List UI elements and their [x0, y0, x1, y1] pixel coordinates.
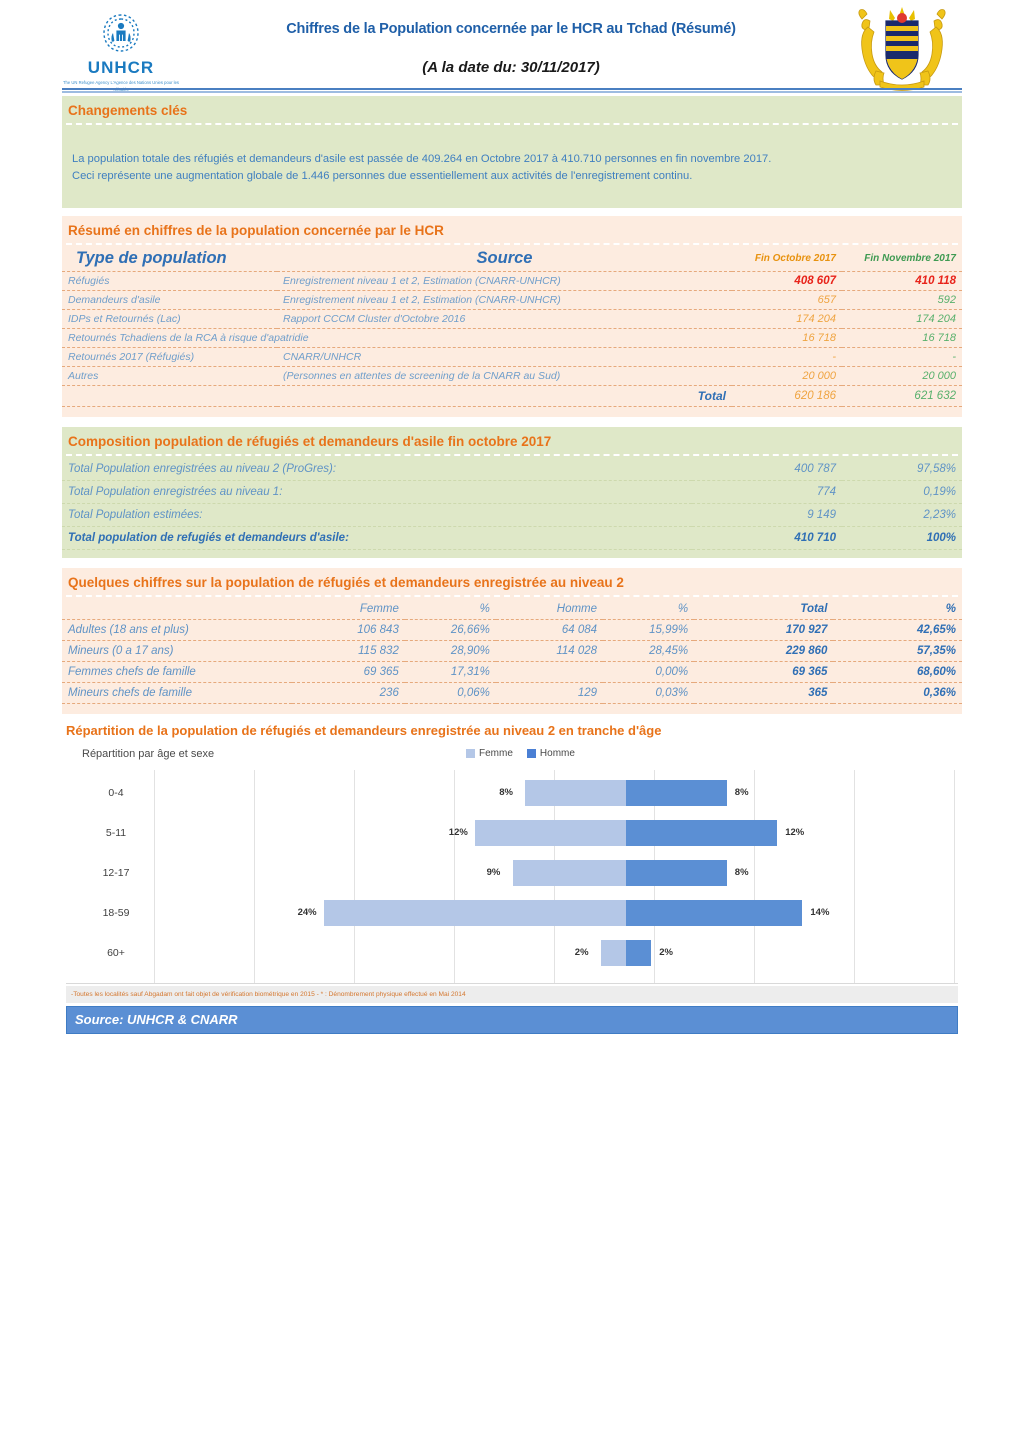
chart-legend — [466, 748, 575, 759]
section-changements-cles — [62, 96, 962, 208]
section-title-resume: Résumé en chiffres de la population concernée par le HCR — [68, 222, 444, 238]
section-title-changements: Changements clés — [68, 103, 188, 118]
row-november-value: 20 000 — [842, 366, 962, 385]
chad-emblem-icon — [850, 5, 954, 91]
section-quelques-chiffres — [62, 568, 962, 714]
chart-row — [66, 894, 958, 932]
row-percent: 100% — [842, 526, 962, 549]
table-header-row — [62, 599, 962, 620]
table-row — [62, 347, 962, 366]
row-homme-pct: 0,00% — [603, 661, 694, 682]
row-type: Réfugiés — [62, 271, 277, 290]
chad-coat-of-arms-logo — [842, 5, 962, 91]
row-femme: 236 — [292, 682, 405, 703]
bar-femme — [324, 900, 626, 926]
source-bar: Source: UNHCR & CNARR — [66, 1006, 958, 1034]
col-header-homme: Homme — [496, 599, 603, 620]
bar-label-homme: 8% — [734, 866, 749, 878]
table-row — [62, 271, 962, 290]
table-total-row — [62, 385, 962, 406]
row-label: Total Population enregistrées au niveau 2 (ProGres): — [62, 458, 692, 481]
row-value: 400 787 — [692, 458, 842, 481]
row-total-pct: 42,65% — [833, 619, 962, 640]
row-november-value: 410 118 — [842, 271, 962, 290]
row-value: 410 710 — [692, 526, 842, 549]
table-row — [62, 503, 962, 526]
row-october-value: 174 204 — [732, 309, 842, 328]
row-homme: 114 028 — [496, 640, 603, 661]
row-source: Enregistrement niveau 1 et 2, Estimation (CNARR-UNHCR) — [277, 271, 732, 290]
row-homme-pct: 28,45% — [603, 640, 694, 661]
section-chart — [62, 714, 962, 984]
section-title-chart: Répartition de la population de réfugiés et demandeurs enregistrée au niveau 2 en tranche d'âge — [62, 714, 962, 744]
bar-homme — [626, 860, 727, 886]
row-october-value: 657 — [732, 290, 842, 309]
row-homme-pct: 0,03% — [603, 682, 694, 703]
row-homme: 64 084 — [496, 619, 603, 640]
chart-row — [66, 774, 958, 812]
section-composition — [62, 427, 962, 558]
row-percent: 2,23% — [842, 503, 962, 526]
unhcr-emblem-icon — [93, 9, 149, 57]
col-header-source: Source — [277, 246, 732, 272]
page-title: Chiffres de la Population concernée par le HCR au Tchad (Résumé) — [286, 20, 736, 37]
row-homme: 129 — [496, 682, 603, 703]
table-row — [62, 328, 962, 347]
bar-homme — [626, 780, 727, 806]
footer-area — [62, 986, 962, 1034]
section-resume-chiffres — [62, 216, 962, 417]
row-label: Total population de refugiés et demandeurs d'asile: — [62, 526, 692, 549]
section-divider — [66, 454, 958, 456]
chart-row — [66, 934, 958, 972]
figures-table — [62, 599, 962, 704]
total-label: Total — [62, 385, 732, 406]
legend-swatch-homme — [527, 749, 536, 758]
row-type: Retournés 2017 (Réfugiés) — [62, 347, 277, 366]
bar-label-homme: 8% — [734, 786, 749, 798]
row-category: Mineurs chefs de famille — [62, 682, 292, 703]
chart-title: Répartition par âge et sexe — [82, 747, 215, 760]
bar-label-femme: 8% — [499, 786, 513, 798]
unhcr-subline: The UN Refugee Agency L'Agence des Nations Unies pour les réfugiés — [62, 80, 180, 92]
bar-homme — [626, 820, 777, 846]
row-label: Total Population estimées: — [62, 503, 692, 526]
legend-item-homme — [527, 748, 575, 759]
row-value: 774 — [692, 480, 842, 503]
row-october-value: 408 607 — [732, 271, 842, 290]
row-category: Femmes chefs de famille — [62, 661, 292, 682]
row-femme-pct: 26,66% — [405, 619, 496, 640]
bar-homme — [626, 900, 802, 926]
row-source: (Personnes en attentes de screening de la CNARR au Sud) — [277, 366, 732, 385]
composition-table — [62, 458, 962, 550]
row-source: CNARR/UNHCR — [277, 347, 732, 366]
table-header-row — [62, 246, 962, 272]
row-type: Retournés Tchadiens de la RCA à risque d'apatridie — [62, 328, 732, 347]
bar-label-homme: 14% — [810, 906, 830, 918]
row-october-value: - — [732, 347, 842, 366]
row-femme: 69 365 — [292, 661, 405, 682]
row-femme-pct: 28,90% — [405, 640, 496, 661]
summary-table — [62, 246, 962, 407]
unhcr-wordmark: UNHCR — [87, 58, 155, 78]
legend-label-homme: Homme — [539, 747, 575, 759]
row-october-value: 16 718 — [732, 328, 842, 347]
col-header-category — [62, 599, 292, 620]
chart-plot-area — [66, 770, 958, 983]
col-header-october: Fin Octobre 2017 — [732, 246, 842, 272]
row-total: 229 860 — [694, 640, 833, 661]
chart-category-label: 18-59 — [102, 906, 130, 919]
bar-femme — [475, 820, 626, 846]
row-type: Autres — [62, 366, 277, 385]
col-header-total: Total — [694, 599, 833, 620]
legend-item-femme — [466, 748, 513, 759]
col-header-femme-pct: % — [405, 599, 496, 620]
row-november-value: - — [842, 347, 962, 366]
row-total-pct: 68,60% — [833, 661, 962, 682]
changements-body — [62, 125, 962, 208]
bar-label-femme: 2% — [574, 946, 589, 958]
row-homme — [496, 661, 603, 682]
row-femme: 106 843 — [292, 619, 405, 640]
total-november-value: 621 632 — [842, 385, 962, 406]
row-october-value: 20 000 — [732, 366, 842, 385]
row-category: Adultes (18 ans et plus) — [62, 619, 292, 640]
chart-row — [66, 854, 958, 892]
row-total-pct: 0,36% — [833, 682, 962, 703]
chart-category-label: 12-17 — [102, 866, 130, 879]
report-date: (A la date du: 30/11/2017) — [422, 58, 600, 76]
unhcr-logo — [62, 3, 180, 93]
col-header-type: Type de population — [62, 246, 277, 272]
table-total-row — [62, 526, 962, 549]
section-title-figures: Quelques chiffres sur la population de réfugiés et demandeurs enregistrée au niveau 2 — [68, 574, 624, 590]
row-total: 365 — [694, 682, 833, 703]
bar-label-homme: 12% — [785, 826, 805, 838]
table-row — [62, 290, 962, 309]
header-divider — [62, 88, 962, 93]
row-november-value: 174 204 — [842, 309, 962, 328]
row-type: IDPs et Retournés (Lac) — [62, 309, 277, 328]
legend-label-femme: Femme — [479, 747, 513, 759]
chart-footnote: -Toutes les localités sauf Abgadam ont fait objet de vérification biométrique en 2015 - * : Dénombrement physique effectué en Mai 2014 — [66, 986, 958, 1003]
section-divider — [66, 243, 958, 245]
section-divider — [66, 595, 958, 597]
row-type: Demandeurs d'asile — [62, 290, 277, 309]
table-row — [62, 661, 962, 682]
bar-femme — [601, 940, 626, 966]
row-femme-pct: 17,31% — [405, 661, 496, 682]
section-title-composition: Composition population de réfugiés et demandeurs d'asile fin octobre 2017 — [68, 433, 552, 449]
table-row — [62, 619, 962, 640]
bar-femme — [525, 780, 626, 806]
row-november-value: 16 718 — [842, 328, 962, 347]
row-total-pct: 57,35% — [833, 640, 962, 661]
changements-line-1: La population totale des réfugiés et demandeurs d'asile est passée de 409.264 en Octobre 2017 à 410.710 personnes en fin novembre 2017. — [72, 153, 772, 165]
table-row — [62, 366, 962, 385]
row-source: Rapport CCCM Cluster d'Octobre 2016 — [277, 309, 732, 328]
chart-category-label: 60+ — [107, 946, 125, 959]
row-category: Mineurs (0 a 17 ans) — [62, 640, 292, 661]
header-center — [180, 21, 842, 76]
col-header-november: Fin Novembre 2017 — [842, 246, 962, 272]
bar-label-femme: 12% — [448, 826, 468, 838]
total-october-value: 620 186 — [732, 385, 842, 406]
row-source: Enregistrement niveau 1 et 2, Estimation (CNARR-UNHCR) — [277, 290, 732, 309]
document-header — [0, 0, 1024, 96]
changements-line-2: Ceci représente une augmentation globale de 1.446 personnes due essentiellement aux activités de l'enregistrement continu. — [72, 170, 693, 183]
row-percent: 97,58% — [842, 458, 962, 481]
bar-label-femme: 24% — [297, 906, 317, 918]
row-value: 9 149 — [692, 503, 842, 526]
row-november-value: 592 — [842, 290, 962, 309]
bar-label-femme: 9% — [486, 866, 501, 878]
row-total: 69 365 — [694, 661, 833, 682]
table-row — [62, 480, 962, 503]
table-row — [62, 640, 962, 661]
chart-row — [66, 814, 958, 852]
chart-header — [66, 744, 958, 770]
table-row — [62, 458, 962, 481]
legend-swatch-femme — [466, 749, 475, 758]
table-row — [62, 309, 962, 328]
chart-category-label: 5-11 — [105, 826, 127, 839]
bar-label-homme: 2% — [659, 946, 673, 958]
table-row — [62, 682, 962, 703]
age-sex-pyramid-chart — [66, 744, 958, 984]
col-header-femme: Femme — [292, 599, 405, 620]
row-total: 170 927 — [694, 619, 833, 640]
row-femme: 115 832 — [292, 640, 405, 661]
row-homme-pct: 15,99% — [603, 619, 694, 640]
chart-category-label: 0-4 — [108, 786, 124, 799]
bar-homme — [626, 940, 651, 966]
row-femme-pct: 0,06% — [405, 682, 496, 703]
col-header-total-pct: % — [833, 599, 962, 620]
bar-femme — [513, 860, 626, 886]
row-label: Total Population enregistrées au niveau 1: — [62, 480, 692, 503]
row-percent: 0,19% — [842, 480, 962, 503]
col-header-homme-pct: % — [603, 599, 694, 620]
